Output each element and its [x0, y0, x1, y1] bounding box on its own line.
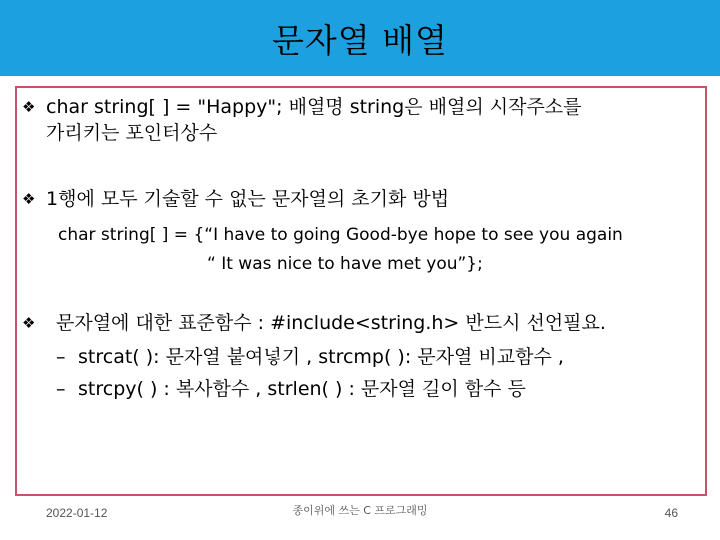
bullet-1-continuation: 가리키는 포인터상수	[46, 122, 218, 144]
footer-date: 2022-01-12	[46, 506, 108, 520]
diamond-bullet-icon: ❖	[22, 98, 36, 116]
bullet-1	[22, 96, 582, 118]
diamond-bullet-icon: ❖	[22, 314, 36, 332]
footer-book-title: 종이위에 쓰는 C 프로그래밍	[292, 504, 428, 517]
code-line-2: “ It was nice to have met you”};	[207, 254, 483, 274]
slide-title: 문자열 배열	[272, 20, 448, 60]
page-number: 46	[664, 506, 678, 520]
sub-item-2	[56, 377, 526, 401]
sub-item-2-text: strcpy( ) : 복사함수 , strlen( ) : 문자열 길이 함수 등	[78, 378, 526, 400]
bullet-2-text: 1행에 모두 기술할 수 없는 문자열의 초기화 방법	[46, 188, 450, 210]
content-frame	[15, 86, 707, 496]
diamond-bullet-icon: ❖	[22, 190, 36, 208]
bullet-3-text: 문자열에 대한 표준함수 : #include<string.h> 반드시 선언필요.	[56, 312, 606, 334]
dash-marker: –	[56, 378, 66, 400]
title-bar	[0, 0, 720, 76]
bullet-2	[22, 188, 449, 210]
code-line-1: char string[ ] = {“I have to going Good-bye hope to see you again	[58, 225, 623, 245]
bullet-1-text: char string[ ] = "Happy"; 배열명 string은 배열의 시작주소를	[46, 96, 582, 118]
sub-item-1-text: strcat( ): 문자열 붙여넣기 , strcmp( ): 문자열 비교함수 ,	[78, 346, 564, 368]
dash-marker: –	[56, 346, 66, 368]
bullet-3	[22, 312, 606, 334]
sub-item-1	[56, 345, 564, 369]
